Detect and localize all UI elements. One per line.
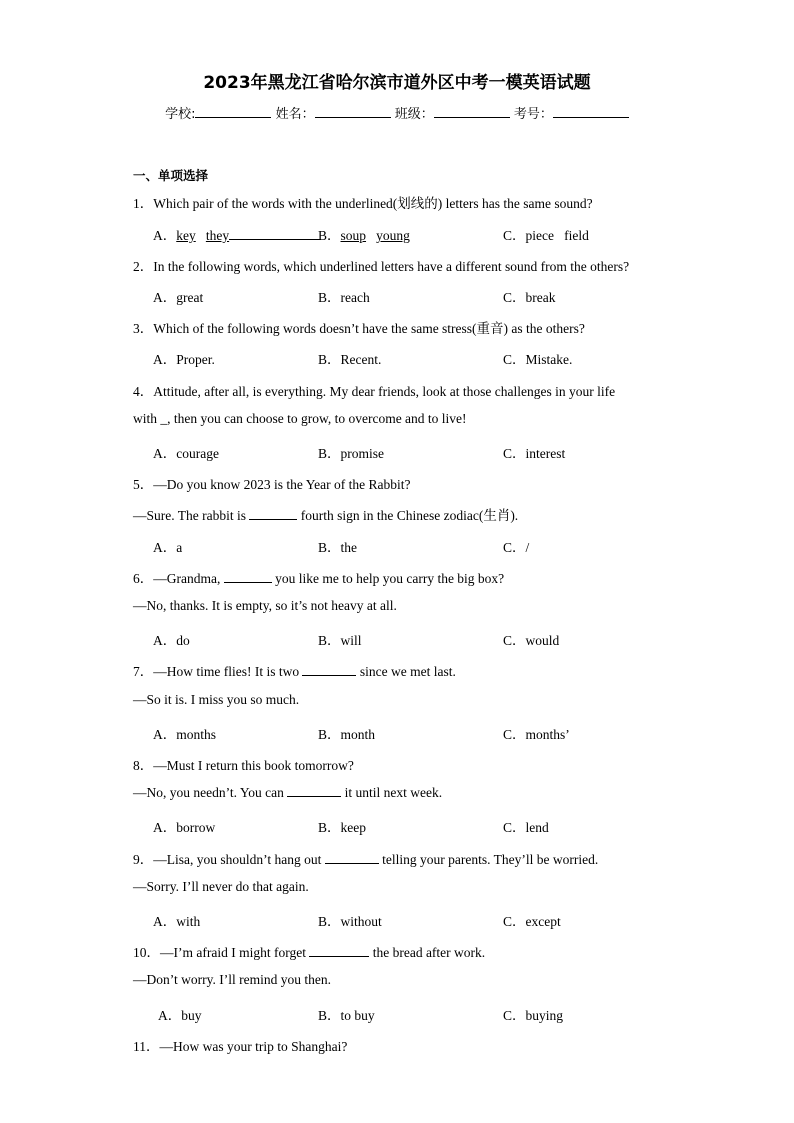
question-2-stem: 2．In the following words, which underlined letters have a different sound from the others? <box>133 259 630 274</box>
name-label: 姓名： <box>275 107 315 122</box>
question-9-option-a[interactable]: A．with <box>153 914 201 929</box>
question-9-option-b[interactable]: B．without <box>318 914 382 929</box>
name-blank[interactable] <box>315 105 391 118</box>
question-4-option-c[interactable]: C．interest <box>503 446 566 461</box>
question-10-stem-line-1: 10．—I’m afraid I might forget the bread after work. <box>133 945 486 960</box>
question-8-options <box>153 816 713 836</box>
question-8-option-b[interactable]: B．keep <box>318 820 366 835</box>
question-5-option-b[interactable]: B．the <box>318 540 357 555</box>
question-5-options <box>153 536 713 556</box>
question-7-option-b[interactable]: B．month <box>318 727 376 742</box>
school-label: 学校: <box>165 107 196 122</box>
question-1-option-a[interactable]: A．key they <box>153 224 321 244</box>
question-1-option-b[interactable]: B．soup young <box>318 228 410 243</box>
question-7-options <box>153 723 713 743</box>
question-8-blank[interactable] <box>287 785 341 797</box>
question-10-stem-line-2: —Don’t worry. I’ll remind you then. <box>133 972 331 987</box>
question-10-option-b[interactable]: B．to buy <box>318 1008 375 1023</box>
question-1-option-c[interactable]: C．piece field <box>503 228 589 243</box>
question-9-stem-line-1: 9．—Lisa, you shouldn’t hang out telling your parents. They’ll be worried. <box>133 852 599 867</box>
question-5-option-c[interactable]: C．/ <box>503 540 530 555</box>
section-heading: 一、单项选择 <box>133 168 209 183</box>
class-label: 班级： <box>394 107 434 122</box>
question-3-option-a[interactable]: A．Proper. <box>153 352 215 367</box>
question-7-stem-line-1: 7．—How time flies! It is two since we met last. <box>133 664 456 679</box>
question-6-blank[interactable] <box>224 571 272 583</box>
question-4-option-a[interactable]: A．courage <box>153 446 219 461</box>
question-10-option-c[interactable]: C．buying <box>503 1008 564 1023</box>
question-5-blank[interactable] <box>249 508 297 520</box>
question-8-stem-line-1: 8．—Must I return this book tomorrow? <box>133 758 354 773</box>
question-9-stem-line-2: —Sorry. I’ll never do that again. <box>133 879 309 894</box>
question-6-options <box>153 629 713 649</box>
question-2-option-c[interactable]: C．break <box>503 290 556 305</box>
question-6-stem-line-1: 6．—Grandma, you like me to help you carry the big box? <box>133 571 505 586</box>
page-title: 2023年黑龙江省哈尔滨市道外区中考一模英语试题 <box>203 73 591 93</box>
question-9-option-c[interactable]: C．except <box>503 914 561 929</box>
question-7-blank[interactable] <box>302 664 356 676</box>
class-blank[interactable] <box>434 105 510 118</box>
question-11-stem-line-1: 11．—How was your trip to Shanghai? <box>133 1039 348 1054</box>
question-3-option-c[interactable]: C．Mistake. <box>503 352 573 367</box>
question-1-stem: 1．Which pair of the words with the underlined(划线的) letters has the same sound? <box>133 196 593 211</box>
question-2-options <box>153 286 713 306</box>
question-10-blank[interactable] <box>309 945 369 957</box>
question-1-options <box>153 224 713 244</box>
question-5-stem-line-2: —Sure. The rabbit is fourth sign in the Chinese zodiac(生肖). <box>133 508 519 523</box>
question-8-stem-line-2: —No, you needn’t. You can it until next week. <box>133 785 443 800</box>
question-7-option-c[interactable]: C．months’ <box>503 727 570 742</box>
question-7-stem-line-2: —So it is. I miss you so much. <box>133 692 300 707</box>
school-blank[interactable] <box>195 105 271 118</box>
question-6-option-a[interactable]: A．do <box>153 633 190 648</box>
question-4-option-b[interactable]: B．promise <box>318 446 384 461</box>
number-blank[interactable] <box>553 105 629 118</box>
question-6-option-b[interactable]: B．will <box>318 633 362 648</box>
question-4-options <box>153 442 713 462</box>
question-2-option-b[interactable]: B．reach <box>318 290 370 305</box>
question-9-blank[interactable] <box>325 852 379 864</box>
question-5-stem-line-1: 5．—Do you know 2023 is the Year of the Rabbit? <box>133 477 411 492</box>
question-3-option-b[interactable]: B．Recent. <box>318 352 382 367</box>
question-9-options <box>153 910 713 930</box>
question-10-option-a[interactable]: A．buy <box>158 1008 202 1023</box>
question-8-option-a[interactable]: A．borrow <box>153 820 216 835</box>
question-6-option-c[interactable]: C．would <box>503 633 560 648</box>
question-3-options <box>153 348 713 368</box>
question-7-option-a[interactable]: A．months <box>153 727 217 742</box>
question-4-stem-line-2: with _, then you can choose to grow, to overcome and to live! <box>133 411 467 426</box>
number-label: 考号： <box>513 107 553 122</box>
question-5-option-a[interactable]: A．a <box>153 540 183 555</box>
student-info-line <box>0 103 794 122</box>
question-3-stem: 3．Which of the following words doesn’t have the same stress(重音) as the others? <box>133 321 585 336</box>
question-6-stem-line-2: —No, thanks. It is empty, so it’s not heavy at all. <box>133 598 397 613</box>
question-4-stem-line-1: 4．Attitude, after all, is everything. My dear friends, look at those challenges in your life <box>133 384 616 399</box>
question-2-option-a[interactable]: A．great <box>153 290 204 305</box>
question-8-option-c[interactable]: C．lend <box>503 820 549 835</box>
question-10-options <box>158 1004 718 1024</box>
